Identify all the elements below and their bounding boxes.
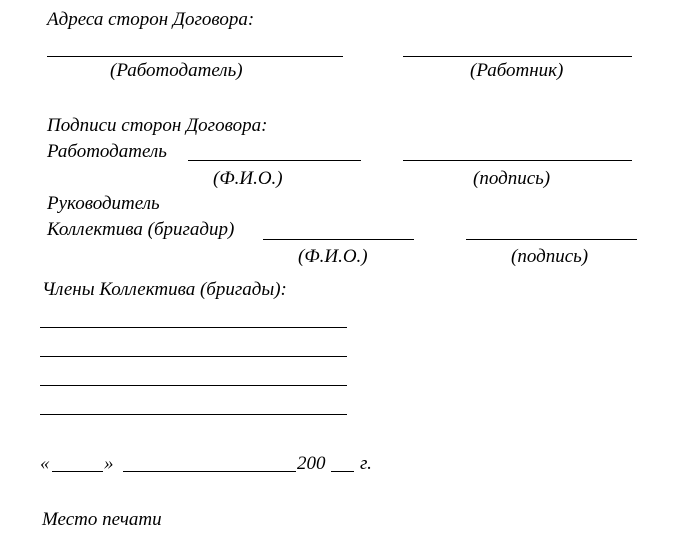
date-day-line bbox=[52, 471, 103, 472]
employee-address-line bbox=[403, 56, 632, 57]
date-year-line bbox=[331, 471, 354, 472]
member-line bbox=[40, 327, 347, 328]
employer-signature-caption: (подпись) bbox=[473, 168, 551, 189]
member-line bbox=[40, 356, 347, 357]
leader-signature-caption: (подпись) bbox=[511, 246, 589, 267]
addresses-heading: Адреса сторон Договора: bbox=[47, 9, 255, 30]
employer-fio-line bbox=[188, 160, 361, 161]
date-year-suffix: г. bbox=[360, 453, 372, 474]
employer-address-line bbox=[47, 56, 343, 57]
member-line bbox=[40, 385, 347, 386]
date-open-quote: « bbox=[40, 453, 50, 474]
signatures-heading: Подписи сторон Договора: bbox=[47, 115, 268, 136]
stamp-label: Место печати bbox=[42, 509, 162, 530]
employer-signature-line bbox=[403, 160, 632, 161]
employer-label: Работодатель bbox=[47, 141, 167, 162]
employee-address-caption: (Работник) bbox=[470, 60, 564, 81]
date-close-quote: » bbox=[104, 453, 114, 474]
leader-label-line2: Коллектива (бригадир) bbox=[47, 219, 235, 240]
leader-fio-line bbox=[263, 239, 414, 240]
members-heading: Члены Коллектива (бригады): bbox=[42, 279, 287, 300]
employer-address-caption: (Работодатель) bbox=[110, 60, 243, 81]
date-month-line bbox=[123, 471, 296, 472]
employer-fio-caption: (Ф.И.О.) bbox=[213, 168, 283, 189]
leader-label-line1: Руководитель bbox=[47, 193, 160, 214]
date-year-prefix: 200 bbox=[297, 453, 326, 474]
member-line bbox=[40, 414, 347, 415]
leader-signature-line bbox=[466, 239, 637, 240]
leader-fio-caption: (Ф.И.О.) bbox=[298, 246, 368, 267]
